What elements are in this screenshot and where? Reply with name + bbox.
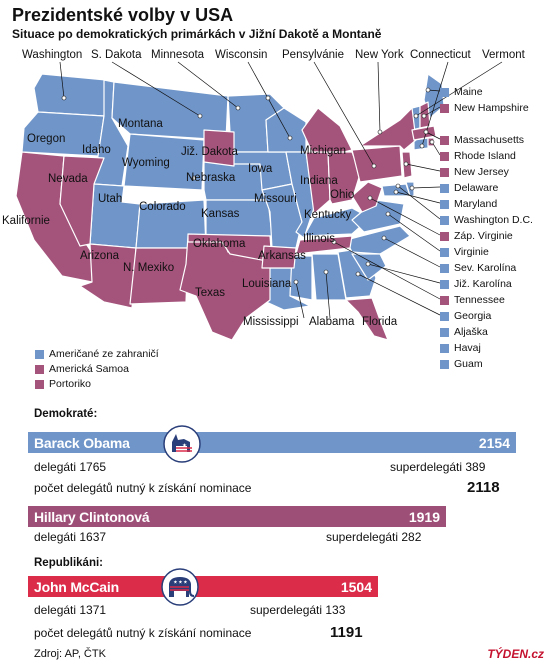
label-wyoming: Wyoming [122, 157, 170, 169]
rep-needed-label: počet delegátů nutný k získání nominace [34, 626, 252, 640]
state-new-york [360, 108, 416, 150]
label-vermont-top: Vermont [482, 49, 525, 61]
legend-delaware [440, 180, 498, 196]
legend-american-samoa [35, 361, 129, 377]
state-washington [34, 74, 106, 116]
label-pennsylvania-top: Pensylvánie [282, 49, 345, 61]
delegate-total: 2154 [478, 434, 510, 451]
label-minnesota-top: Minnesota [151, 49, 205, 61]
legend-label: New Jersey [454, 166, 509, 178]
label-kentucky: Kentucky [304, 209, 352, 221]
legend-label: Aljaška [454, 326, 488, 338]
legend-label: Virginie [454, 246, 489, 258]
legend-label: Washington D.C. [454, 214, 533, 226]
legend-west-virginia [440, 228, 513, 244]
legend-label: Sev. Karolína [454, 262, 517, 274]
legend-label: Maine [454, 86, 483, 98]
legend-label: Havaj [454, 342, 481, 354]
blue-swatch [440, 360, 449, 369]
label-florida: Florida [362, 316, 398, 328]
brand-logo: TÝDEN.cz [487, 647, 544, 661]
label-nebraska: Nebraska [186, 172, 236, 184]
label-texas: Texas [195, 287, 226, 299]
label-arizona: Arizona [80, 250, 119, 262]
legend-puerto-rico [35, 376, 91, 392]
label-wisconsin-top: Wisconsin [215, 49, 268, 61]
label-california: Kalifornie [2, 215, 50, 227]
legend-label: Guam [454, 358, 483, 370]
legend-label: Delaware [454, 182, 499, 194]
obama-superdelegates: superdelegáti 389 [390, 460, 486, 474]
blue-swatch [440, 216, 449, 225]
elephant-logo-icon [160, 567, 200, 607]
purple-swatch [440, 104, 449, 113]
source-note: Zdroj: AP, ČTK [34, 648, 106, 660]
clinton-bar [28, 506, 446, 527]
delegate-total: 1504 [340, 578, 372, 595]
candidate-name: John McCain [34, 578, 119, 595]
legend-label: Záp. Virginie [454, 230, 513, 242]
legend-new-hampshire [440, 100, 529, 116]
blue-swatch [440, 344, 449, 353]
legend-south-carolina [440, 276, 512, 292]
label-ohio: Ohio [330, 189, 355, 201]
label-missouri: Missouri [254, 193, 297, 205]
legend-label: Georgia [454, 310, 492, 322]
legend-label: New Hampshire [454, 102, 529, 114]
legend-washington-dc [440, 212, 533, 228]
legend-new-jersey [440, 164, 509, 180]
label-arkansas: Arkansas [258, 250, 306, 262]
label-new-mexico: N. Mexiko [123, 262, 175, 274]
label-oregon: Oregon [27, 133, 66, 145]
page-title: Prezidentské volby v USA [12, 5, 234, 25]
purple-swatch [35, 380, 44, 389]
blue-swatch [440, 264, 449, 273]
blue-swatch [440, 328, 449, 337]
delegate-total: 1919 [408, 508, 440, 525]
blue-swatch [440, 280, 449, 289]
label-utah: Utah [98, 193, 123, 205]
label-washington: Washington [22, 49, 83, 61]
purple-swatch [440, 136, 449, 145]
page-subtitle: Situace po demokratických primárkách v Jižní Dakotě a Montaně [12, 27, 382, 41]
legend-abroad [35, 346, 159, 362]
label-kansas: Kansas [201, 208, 240, 220]
legend-label: Portoriko [49, 378, 92, 390]
blue-swatch [440, 200, 449, 209]
blue-swatch [440, 248, 449, 257]
legend-north-carolina [440, 260, 516, 276]
donkey-logo-icon [162, 424, 202, 464]
label-nevada: Nevada [48, 173, 88, 185]
purple-swatch [440, 232, 449, 241]
purple-swatch [440, 168, 449, 177]
obama-bar [28, 432, 516, 453]
legend-label: Massachusetts [454, 134, 525, 146]
dem-needed-label: počet delegátů nutný k získání nominace [34, 481, 252, 495]
blue-swatch [440, 312, 449, 321]
label-oklahoma: Oklahoma [193, 238, 246, 250]
legend-label: Američané ze zahraničí [49, 348, 159, 360]
clinton-superdelegates: superdelegáti 282 [326, 530, 422, 544]
democrats-heading: Demokraté: [34, 408, 98, 420]
mccain-bar [28, 576, 378, 597]
label-connecticut-top: Connecticut [410, 49, 471, 61]
label-new-york-top: New York [355, 49, 404, 61]
legend-maryland [440, 196, 497, 212]
legend-guam [440, 356, 483, 372]
label-idaho: Idaho [82, 144, 111, 156]
legend-label: Maryland [454, 198, 498, 210]
legend-label: Rhode Island [454, 150, 516, 162]
legend-label: Již. Karolína [454, 278, 512, 290]
dem-needed-value: 2118 [467, 479, 500, 496]
mccain-superdelegates: superdelegáti 133 [250, 603, 346, 617]
purple-swatch [35, 365, 44, 374]
label-illinois: Illinois [303, 233, 335, 245]
label-mississippi: Mississippi [243, 316, 299, 328]
label-montana: Montana [118, 118, 163, 130]
obama-delegates: delegáti 1765 [34, 460, 107, 474]
legend-alaska [440, 324, 488, 340]
legend-tennessee [440, 292, 505, 308]
candidate-name: Hillary Clintonová [34, 508, 150, 525]
legend-maine [440, 84, 483, 100]
legend-virginia [440, 244, 489, 260]
label-indiana: Indiana [300, 175, 338, 187]
legend-massachusetts [440, 132, 524, 148]
rep-needed-value: 1191 [330, 624, 363, 641]
label-south-dakota-top: S. Dakota [91, 49, 142, 61]
legend-label: Tennessee [454, 294, 505, 306]
blue-swatch [440, 88, 449, 97]
legend-hawaii [440, 340, 481, 356]
legend-label: Americká Samoa [49, 363, 129, 375]
clinton-delegates: delegáti 1637 [34, 530, 107, 544]
label-iowa: Iowa [248, 163, 273, 175]
legend-georgia [440, 308, 491, 324]
purple-swatch [440, 296, 449, 305]
mccain-delegates: delegáti 1371 [34, 603, 107, 617]
label-colorado: Colorado [139, 201, 186, 213]
state-pennsylvania [352, 146, 402, 182]
legend-rhode-island [440, 148, 516, 164]
state-new-mexico [130, 248, 188, 304]
purple-swatch [440, 152, 449, 161]
blue-swatch [35, 350, 44, 359]
label-michigan: Michigan [300, 145, 347, 157]
label-louisiana: Louisiana [242, 278, 292, 290]
candidate-name: Barack Obama [34, 434, 130, 451]
label-south-dakota: Již. Dakota [181, 146, 238, 158]
republicans-heading: Republikáni: [34, 557, 104, 569]
blue-swatch [440, 184, 449, 193]
label-alabama: Alabama [309, 316, 355, 328]
